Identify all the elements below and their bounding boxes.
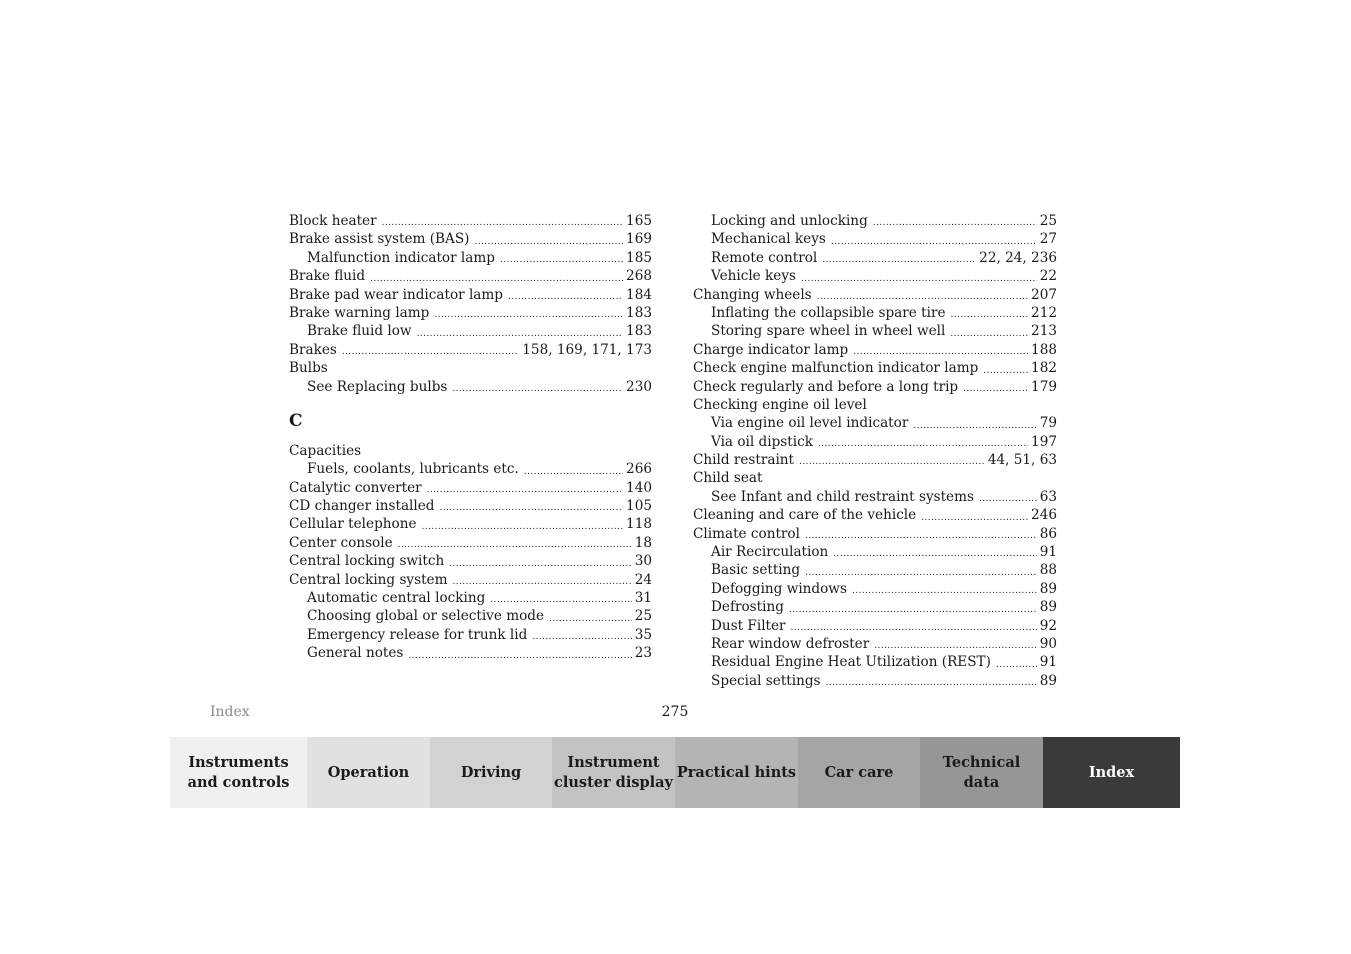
index-entry-term: Special settings <box>711 672 821 689</box>
index-entry-term: Via engine oil level indicator <box>711 415 909 432</box>
index-entry-page: 179 <box>1031 378 1057 395</box>
index-entry <box>693 322 1057 340</box>
index-entry <box>693 580 1057 598</box>
index-entry-page: 91 <box>1039 544 1057 561</box>
index-entry-page: 207 <box>1031 286 1057 303</box>
index-entry-page: 246 <box>1031 507 1057 524</box>
index-entry-term: Cleaning and care of the vehicle <box>693 507 917 524</box>
index-entry-leader-dots <box>474 235 623 249</box>
index-entry-leader-dots <box>427 483 623 497</box>
index-entry-page: 105 <box>626 498 652 515</box>
chapter-tab-driving[interactable]: Driving <box>430 737 552 808</box>
index-entry-term: Brake fluid low <box>307 323 412 340</box>
index-entry-page: 197 <box>1031 433 1057 450</box>
index-entry <box>693 525 1057 543</box>
index-entry <box>693 378 1057 396</box>
index-entry-term: Brake warning lamp <box>289 304 430 321</box>
index-entry-leader-dots <box>996 658 1037 672</box>
chapter-tab-technical-data[interactable]: Technical data <box>920 737 1043 808</box>
index-entry-page: 185 <box>626 249 652 266</box>
index-entry-page: 92 <box>1039 617 1057 634</box>
index-entry-term: Mechanical keys <box>711 231 826 248</box>
index-entry <box>289 212 652 230</box>
index-entry-page: 268 <box>626 268 652 285</box>
index-entry-page: 31 <box>634 590 652 607</box>
index-entry <box>693 249 1057 267</box>
index-entry <box>693 433 1057 451</box>
index-entry <box>289 341 652 359</box>
index-entry-page: 89 <box>1039 672 1057 689</box>
index-entry <box>289 304 652 322</box>
index-entry-term: Catalytic converter <box>289 479 422 496</box>
index-entry <box>289 626 652 644</box>
index-entry-page: 89 <box>1039 599 1057 616</box>
index-entry-leader-dots <box>979 492 1037 506</box>
chapter-tab-index[interactable]: Index <box>1043 737 1180 808</box>
index-entry-leader-dots <box>524 465 623 479</box>
index-entry-leader-dots <box>852 584 1037 598</box>
chapter-tab-car-care[interactable]: Car care <box>798 737 920 808</box>
index-entry-page: 24 <box>634 571 652 588</box>
index-entry <box>693 653 1057 671</box>
index-entry-term: Central locking switch <box>289 553 445 570</box>
index-entry-leader-dots <box>963 382 1028 396</box>
index-entry-page: 230 <box>626 378 652 395</box>
index-entry <box>693 230 1057 248</box>
index-entry-term: Fuels, coolants, lubricants etc. <box>307 461 519 478</box>
index-entry-page: 266 <box>626 461 652 478</box>
index-entry-leader-dots <box>799 455 985 469</box>
index-entry <box>693 396 1057 414</box>
index-entry <box>693 506 1057 524</box>
index-entry-term: General notes <box>307 645 404 662</box>
chapter-tab-instruments-and-controls[interactable]: Instruments and controls <box>170 737 307 808</box>
index-entry-page: 86 <box>1039 525 1057 542</box>
index-entry-term: Automatic central locking <box>307 590 486 607</box>
index-entry <box>289 534 652 552</box>
index-entries-c-continued <box>693 212 1057 690</box>
index-entry-term: Locking and unlocking <box>711 212 868 229</box>
index-entry <box>289 607 652 625</box>
index-entry-term: Central locking system <box>289 571 448 588</box>
index-entry-page: 23 <box>634 645 652 662</box>
index-entry-term: Residual Engine Heat Utilization (REST) <box>711 654 991 671</box>
index-entry <box>693 267 1057 285</box>
index-entry-leader-dots <box>826 676 1037 690</box>
index-entry <box>693 341 1057 359</box>
index-entry-page: 118 <box>626 516 652 533</box>
index-entry-term: Check engine malfunction indicator lamp <box>693 360 979 377</box>
index-entry <box>693 414 1057 432</box>
index-entry <box>693 543 1057 561</box>
index-entry <box>693 286 1057 304</box>
index-entry-leader-dots <box>532 630 631 644</box>
index-entry <box>289 497 652 515</box>
index-entry <box>693 561 1057 579</box>
index-entry <box>289 322 652 340</box>
index-entry-term: Basic setting <box>711 562 801 579</box>
index-entry-page: 18 <box>634 534 652 551</box>
index-entry <box>693 469 1057 487</box>
index-entry-page: 183 <box>626 323 652 340</box>
index-entry <box>289 515 652 533</box>
index-entry-page: 184 <box>626 286 652 303</box>
index-entry-term: Storing spare wheel in wheel well <box>711 323 946 340</box>
index-entry-term: Center console <box>289 534 393 551</box>
index-entry-leader-dots <box>434 308 623 322</box>
index-entry-leader-dots <box>422 520 624 534</box>
index-entry-term: Via oil dipstick <box>711 433 813 450</box>
index-entry-leader-dots <box>490 593 631 607</box>
index-entry-leader-dots <box>452 575 631 589</box>
index-entry-term: Checking engine oil level <box>693 396 867 413</box>
index-entry-leader-dots <box>805 529 1037 543</box>
index-entry-leader-dots <box>801 272 1037 286</box>
index-entry-page: 165 <box>626 212 652 229</box>
index-entry-page: 89 <box>1039 580 1057 597</box>
index-entry <box>693 672 1057 690</box>
chapter-tab-operation[interactable]: Operation <box>307 737 430 808</box>
index-entry-term: See Infant and child restraint systems <box>711 488 974 505</box>
index-entry <box>289 571 652 589</box>
index-entry-page: 188 <box>1031 341 1057 358</box>
index-entry-leader-dots <box>370 272 623 286</box>
index-entry-page: 25 <box>634 608 652 625</box>
chapter-tab-bar <box>170 737 1180 808</box>
section-heading-c: C <box>289 410 303 431</box>
index-entry-page: 213 <box>1031 323 1057 340</box>
index-entry <box>289 359 652 377</box>
index-entry-page: 140 <box>626 479 652 496</box>
index-entry-term: Inflating the collapsible spare tire <box>711 304 946 321</box>
index-entry-leader-dots <box>853 345 1028 359</box>
index-entry-leader-dots <box>342 345 519 359</box>
chapter-tab-instrument-cluster-display[interactable]: Instrument cluster display <box>552 737 675 808</box>
index-entry <box>693 212 1057 230</box>
footer-section-label: Index <box>210 704 250 720</box>
index-entry-page: 63 <box>1039 488 1057 505</box>
index-entry-page: 212 <box>1031 304 1057 321</box>
index-entry-term: Malfunction indicator lamp <box>307 249 495 266</box>
index-entry-term: Dust Filter <box>711 617 786 634</box>
index-entry-leader-dots <box>833 547 1036 561</box>
index-entry-term: Changing wheels <box>693 286 812 303</box>
index-entry-page: 182 <box>1031 360 1057 377</box>
index-entry <box>693 617 1057 635</box>
index-entry-page: 22 <box>1039 268 1057 285</box>
index-entry <box>289 378 652 396</box>
index-entry <box>289 589 652 607</box>
index-entry-term: Child seat <box>693 470 763 487</box>
index-entry-page: 91 <box>1039 654 1057 671</box>
index-entry-leader-dots <box>950 327 1028 341</box>
index-entry-page: 22, 24, 236 <box>979 249 1057 266</box>
index-entry-leader-dots <box>817 290 1028 304</box>
index-entry <box>693 488 1057 506</box>
index-entry <box>289 267 652 285</box>
index-entry <box>289 442 652 460</box>
index-entry-term: Rear window defroster <box>711 635 870 652</box>
index-entry-term: Block heater <box>289 212 377 229</box>
index-entry <box>289 479 652 497</box>
index-entry-term: Air Recirculation <box>711 544 829 561</box>
index-entry <box>289 552 652 570</box>
index-entry-leader-dots <box>500 253 623 267</box>
index-entry-term: Defrosting <box>711 599 784 616</box>
index-entry-leader-dots <box>452 382 623 396</box>
index-entry-term: Defogging windows <box>711 580 847 597</box>
index-entry-term: Choosing global or selective mode <box>307 608 545 625</box>
index-entry <box>289 249 652 267</box>
index-entries-c <box>289 442 652 663</box>
index-entry <box>289 286 652 304</box>
index-entry-leader-dots <box>789 603 1037 617</box>
index-entry <box>693 359 1057 377</box>
index-entry-term: Climate control <box>693 525 800 542</box>
page-number: 275 <box>661 704 689 720</box>
index-entry-page: 169 <box>626 231 652 248</box>
index-entry-term: Capacities <box>289 442 362 459</box>
index-entry <box>693 598 1057 616</box>
index-entry-term: Vehicle keys <box>711 268 796 285</box>
index-entry-term: Bulbs <box>289 360 328 377</box>
index-entry-page: 44, 51, 63 <box>987 452 1057 469</box>
chapter-tab-practical-hints[interactable]: Practical hints <box>675 737 798 808</box>
index-entry-leader-dots <box>818 437 1028 451</box>
index-entry-leader-dots <box>805 566 1037 580</box>
index-entry-leader-dots <box>831 235 1037 249</box>
index-entry-page: 88 <box>1039 562 1057 579</box>
index-entry-leader-dots <box>983 364 1028 378</box>
index-entry <box>289 460 652 478</box>
index-entry-term: Brakes <box>289 341 337 358</box>
index-entry-term: Remote control <box>711 249 818 266</box>
index-entry-page: 183 <box>626 304 652 321</box>
index-entry <box>289 230 652 248</box>
index-entry-term: Charge indicator lamp <box>693 341 849 358</box>
index-entry-leader-dots <box>440 501 624 515</box>
index-entry-leader-dots <box>822 253 976 267</box>
index-entry-page: 79 <box>1039 415 1057 432</box>
index-entry <box>693 451 1057 469</box>
index-entry-page: 30 <box>634 553 652 570</box>
index-entry-leader-dots <box>921 511 1028 525</box>
index-entry-leader-dots <box>508 290 623 304</box>
index-entry-term: Child restraint <box>693 452 795 469</box>
index-entry-page: 158, 169, 171, 173 <box>522 341 652 358</box>
index-entry-term: Brake fluid <box>289 268 366 285</box>
index-entry-page: 35 <box>634 626 652 643</box>
index-entry-leader-dots <box>913 419 1036 433</box>
index-entry-term: Emergency release for trunk lid <box>307 626 528 643</box>
index-entry-term: See Replacing bulbs <box>307 378 448 395</box>
index-entry-term: Cellular telephone <box>289 516 417 533</box>
index-column-left <box>289 212 652 663</box>
index-entry-leader-dots <box>874 639 1036 653</box>
index-entry <box>693 304 1057 322</box>
index-entry-leader-dots <box>549 612 632 626</box>
index-entry-page: 25 <box>1039 212 1057 229</box>
index-entry-leader-dots <box>417 327 623 341</box>
index-entry <box>289 644 652 662</box>
index-entry-leader-dots <box>398 538 632 552</box>
index-entries-b <box>289 212 652 396</box>
index-entry <box>693 635 1057 653</box>
index-entry-page: 27 <box>1039 231 1057 248</box>
index-entry-leader-dots <box>408 649 631 663</box>
index-entry-page: 90 <box>1039 635 1057 652</box>
index-entry-leader-dots <box>873 216 1037 230</box>
index-entry-term: CD changer installed <box>289 498 435 515</box>
index-entry-term: Check regularly and before a long trip <box>693 378 959 395</box>
index-entry-leader-dots <box>951 308 1029 322</box>
index-entry-term: Brake pad wear indicator lamp <box>289 286 504 303</box>
index-entry-leader-dots <box>382 216 623 230</box>
index-entry-term: Brake assist system (BAS) <box>289 231 470 248</box>
index-entry-leader-dots <box>791 621 1037 635</box>
index-column-right <box>693 212 1057 690</box>
index-entry-leader-dots <box>449 557 631 571</box>
